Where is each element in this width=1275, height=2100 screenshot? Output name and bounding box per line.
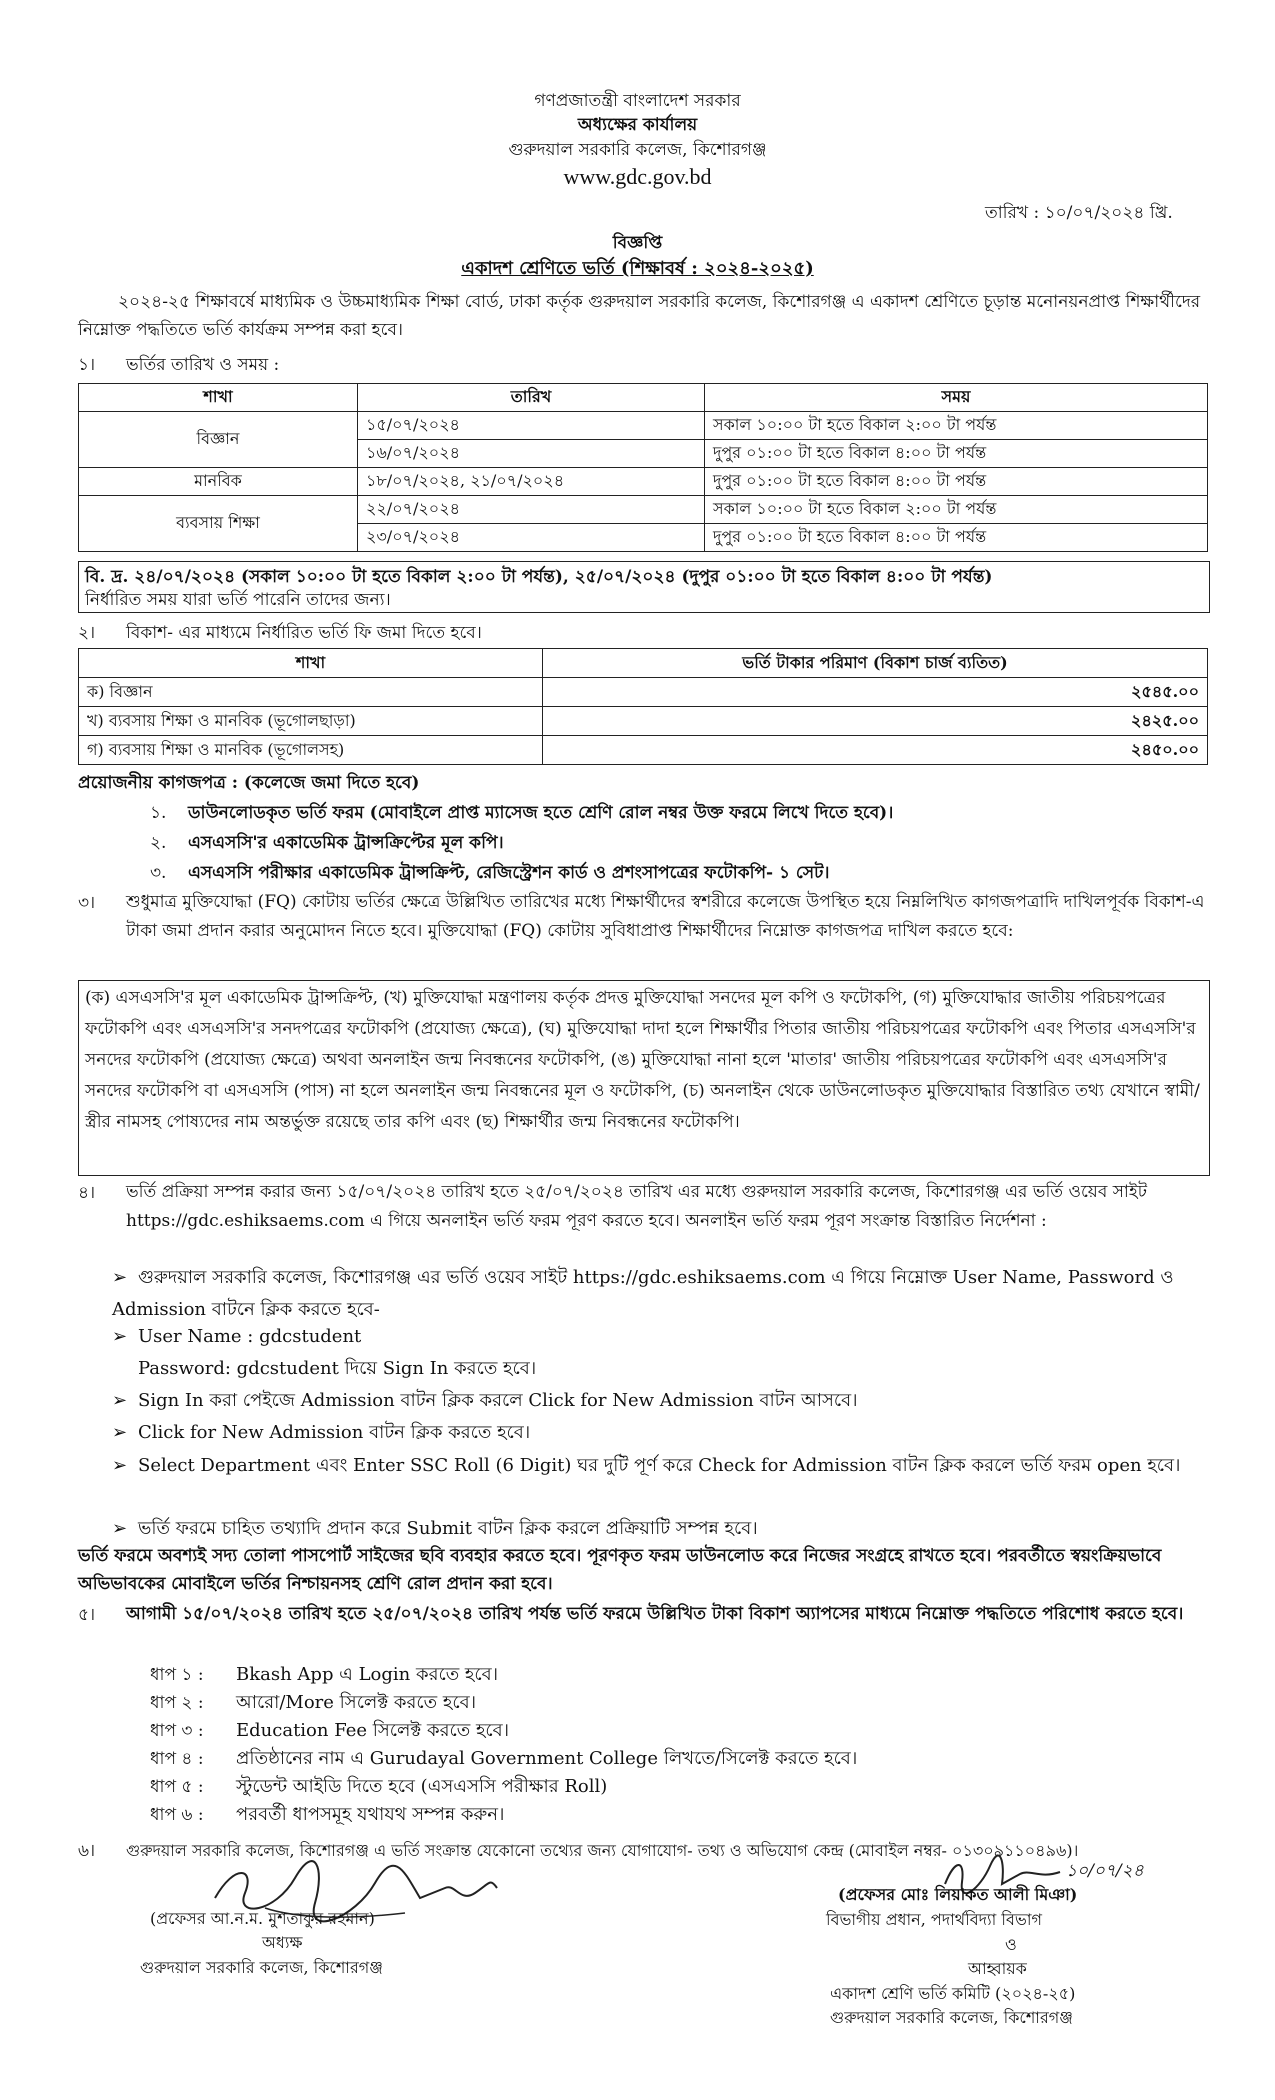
step-label: ধাপ ৩ : <box>150 1721 204 1741</box>
documents-heading: প্রয়োজনীয় কাগজপত্র : (কলেজে জমা দিতে হবে) <box>78 773 420 793</box>
date-cell: ২৩/০৭/২০২৪ <box>358 524 705 552</box>
handwritten-date: ১০/০৭/২৪ <box>1066 1861 1144 1881</box>
time-cell: দুপুর ০১:০০ টা হতে বিকাল ৪:০০ টা পর্যন্ত <box>705 524 1208 552</box>
photo-instruction-paragraph: ভর্তি ফরমে অবশ্যই সদ্য তোলা পাসপোর্ট সাইজের ছবি ব্যবহার করতে হবে। পূরণকৃত ফরম ডাউনলোড করে নিজের সংগ্রহে রাখতে হবে। পরবর্তীতে স্বয়ংক্রিয়ভাবে অভিভাবকের মোবাইলে ভর্তির নিশ্চায়নসহ শ্রেণি রোল প্রদান করা হবে। <box>78 1546 1162 1594</box>
website: www.gdc.gov.bd <box>563 164 712 189</box>
instruction-item: ➢ Select Department এবং Enter SSC Roll (6 Digit) ঘর দুটি পূর্ণ করে Check for Admission বাটন ক্লিক করলে ভর্তি ফরম open হবে। <box>112 1450 1208 1482</box>
column-header: শাখা <box>79 384 358 412</box>
branch-cell: মানবিক <box>79 468 358 496</box>
table-row <box>79 468 1208 496</box>
column-header: সময় <box>705 384 1208 412</box>
fq-documents-text: (ক) এসএসসি'র মূল একাডেমিক ট্রান্সক্রিপ্ট, (খ) মুক্তিযোদ্ধা মন্ত্রণালয় কর্তৃক প্রদত্ত মুক্তিযোদ্ধা সনদের মূল কপি ও ফটোকপি, (গ) মুক্তিযোদ্ধার জাতীয় পরিচয়পত্রের ফটোকপি এবং এসএসসি'র সনদপত্রের ফটোকপি (প্রযোজ্য ক্ষেত্রে), (ঘ) মুক্তিযোদ্ধা দাদা হলে শিক্ষার্থীর পিতার জাতীয় পরিচয়পত্রের ফটোকপি এবং পিতার এসএসসি'র সনদের ফটোকপি (প্রযোজ্য ক্ষেত্রে) অথবা অনলাইন জন্ম নিবন্ধনের ফটোকপি, (ঙ) মুক্তিযোদ্ধা নানা হলে 'মাতার' জাতীয় পরিচয়পত্রের ফটোকপি এবং এসএসসি'র সনদের ফটোকপি বা এসএসসি (পাস) না হলে অনলাইন জন্ম নিবন্ধনের মূল ও ফটোকপি, (চ) অনলাইন থেকে ডাউনলোডকৃত মুক্তিযোদ্ধার বিস্তারিত তথ্য যেখানে স্বামী/স্ত্রীর নামসহ পোষ্যদের নাম অন্তর্ভুক্ত রয়েছে তার কপি এবং (ছ) শিক্ষার্থীর জন্ম নিবন্ধনের ফটোকপি। <box>85 988 1200 1132</box>
arrow-bullet-icon: ➢ <box>112 1455 128 1476</box>
govt-line: গণপ্রজাতন্ত্রী বাংলাদেশ সরকার <box>534 91 741 111</box>
column-header: তারিখ <box>358 384 705 412</box>
amount-cell: ২৫৪৫.০০ <box>543 678 1208 707</box>
and-label: ও <box>1005 1935 1017 1954</box>
table-row <box>79 736 1208 765</box>
section-number: ৫। <box>78 1605 96 1625</box>
date-cell: ১৬/০৭/২০২৪ <box>358 440 705 468</box>
payment-paragraph: আগামী ১৫/০৭/২০২৪ তারিখ হতে ২৫/০৭/২০২৪ তারিখ পর্যন্ত ভর্তি ফরমে উল্লিখিত টাকা বিকাশ অ্যাপসের মাধ্যমে নিম্নোক্ত পদ্ধতিতে পরিশোধ করতে হবে। <box>126 1604 1184 1624</box>
arrow-bullet-icon: ➢ <box>112 1518 128 1539</box>
principal-name: (প্রফেসর আ.ন.ম. মুশতাকুর রহমান) <box>150 1909 375 1928</box>
schedule-note-line2: নির্ধারিত সময় যারা ভর্তি পারেনি তাদের জন্য। <box>85 590 391 610</box>
time-cell: দুপুর ০১:০০ টা হতে বিকাল ৪:০০ টা পর্যন্ত <box>705 440 1208 468</box>
schedule-note-line1: বি. দ্র. ২৪/০৭/২০২৪ (সকাল ১০:০০ টা হতে বিকাল ২:০০ টা পর্যন্ত), ২৫/০৭/২০২৪ (দুপুর ০১:০০ টা হতে বিকাল ৪:০০ টা পর্যন্ত) <box>85 567 993 587</box>
fq-documents-box <box>78 980 1210 1176</box>
document-item: ডাউনলোডকৃত ভর্তি ফরম (মোবাইলে প্রাপ্ত ম্যাসেজ হতে শ্রেণি রোল নম্বর উক্ত ফরমে লিখে দিতে হবে)। <box>188 803 894 823</box>
fq-quota-paragraph: শুধুমাত্র মুক্তিযোদ্ধা (FQ) কোটায় ভর্তির ক্ষেত্রে উল্লিখিত তারিখের মধ্যে শিক্ষার্থীদের স্বশরীরে কলেজে উপস্থিত হয়ে নিম্নলিখিত কাগজপত্রাদি দাখিলপূর্বক বিকাশ-এ টাকা জমা প্রদান করার অনুমোদন নিতে হবে। মুক্তিযোদ্ধা (FQ) কোটায় সুবিধাপ্রাপ্ত শিক্ষার্থীদের নিম্নোক্ত কাগজপত্র দাখিল করতে হবে: <box>126 892 1205 941</box>
section-number: ৬। <box>78 1841 96 1861</box>
section-heading: ভর্তির তারিখ ও সময় : <box>126 355 280 375</box>
principal-org: গুরুদয়াল সরকারি কলেজ, কিশোরগঞ্জ <box>140 1958 383 1977</box>
column-header: শাখা <box>79 649 543 678</box>
password-line: Password: gdcstudent দিয়ে Sign In করতে হবে। <box>138 1358 537 1379</box>
table-row <box>79 496 1208 524</box>
step-text: Bkash App এ Login করতে হবে। <box>236 1664 499 1685</box>
step-label: ধাপ ৫ : <box>150 1777 204 1797</box>
instruction-item: ➢ Sign In করা পেইজে Admission বাটন ক্লিক করলে Click for New Admission বাটন আসবে। <box>112 1390 858 1411</box>
section-number: ১। <box>78 355 96 375</box>
step-label: ধাপ ২ : <box>150 1693 204 1713</box>
table-row <box>79 707 1208 736</box>
convener-org: গুরুদয়াল সরকারি কলেজ, কিশোরগঞ্জ <box>830 2008 1073 2027</box>
document-number: ২. <box>150 833 167 853</box>
date-cell: ১৮/০৭/২০২৪, ২১/০৭/২০২৪ <box>358 468 705 496</box>
contact-line: গুরুদয়াল সরকারি কলেজ, কিশোরগঞ্জ এ ভর্তি সংক্রান্ত যেকোনো তথ্যের জন্য যোগাযোগ- তথ্য ও অভিযোগ কেন্দ্র (মোবাইল নম্বর- ০১৩০৯১১০৪৯৬)। <box>126 1841 1079 1860</box>
college-line: গুরুদয়াল সরকারি কলেজ, কিশোরগঞ্জ <box>508 140 767 160</box>
section-number: ২। <box>78 623 96 643</box>
date-cell: ১৫/০৭/২০২৪ <box>358 412 705 440</box>
step-text: প্রতিষ্ঠানের নাম এ Gurudayal Government College লিখতে/সিলেক্ট করতে হবে। <box>236 1748 858 1769</box>
instruction-item: ➢ গুরুদয়াল সরকারি কলেজ, কিশোরগঞ্জ এর ভর্তি ওয়েব সাইট https://gdc.eshiksaems.com এ গিয়ে নিম্নোক্ত User Name, Password ও Admission বাটনে ক্লিক করতে হবে- <box>112 1262 1208 1326</box>
notice-subtitle: একাদশ শ্রেণিতে ভর্তি (শিক্ষাবর্ষ : ২০২৪-২০২৫) <box>461 258 814 279</box>
branch-cell: বিজ্ঞান <box>79 412 358 468</box>
instruction-item: ➢ ভর্তি ফরমে চাহিত তথ্যাদি প্রদান করে Submit বাটন ক্লিক করলে প্রক্রিয়াটি সম্পন্ন হবে। <box>112 1518 758 1539</box>
time-cell: সকাল ১০:০০ টা হতে বিকাল ২:০০ টা পর্যন্ত <box>705 496 1208 524</box>
convener-title: বিভাগীয় প্রধান, পদার্থবিদ্যা বিভাগ <box>826 1910 1042 1929</box>
amount-cell: ২৪৫০.০০ <box>543 736 1208 765</box>
office-line: অধ্যক্ষের কার্যালয় <box>577 115 698 135</box>
branch-cell: ব্যবসায় শিক্ষা <box>79 496 358 552</box>
time-cell: দুপুর ০১:০০ টা হতে বিকাল ৪:০০ টা পর্যন্ত <box>705 468 1208 496</box>
section-number: ৪। <box>78 1183 96 1203</box>
convener-role: আহ্বায়ক <box>968 1959 1027 1978</box>
document-number: ৩. <box>150 863 167 883</box>
arrow-bullet-icon: ➢ <box>112 1267 128 1288</box>
branch-cell: গ) ব্যবসায় শিক্ষা ও মানবিক (ভূগোলসহ) <box>79 736 543 765</box>
intro-paragraph: ২০২৪-২৫ শিক্ষাবর্ষে মাধ্যমিক ও উচ্চমাধ্যমিক শিক্ষা বোর্ড, ঢাকা কর্তৃক গুরুদয়াল সরকারি কলেজ, কিশোরগঞ্জ এ একাদশ শ্রেণিতে চূড়ান্ত মনোনয়নপ্রাপ্ত শিক্ষার্থীদের নিম্নোক্ত পদ্ধতিতে ভর্তি কার্যক্রম সম্পন্ন করা হবে। <box>78 292 1201 340</box>
step-label: ধাপ ১ : <box>150 1665 204 1685</box>
step-text: স্টুডেন্ট আইডি দিতে হবে (এসএসসি পরীক্ষার Roll) <box>236 1776 608 1797</box>
branch-cell: ক) বিজ্ঞান <box>79 678 543 707</box>
step-text: পরবর্তী ধাপসমূহ যথাযথ সম্পন্ন করুন। <box>236 1804 505 1825</box>
schedule-note-box <box>78 561 1210 613</box>
instruction-item: ➢ Click for New Admission বাটন ক্লিক করতে হবে। <box>112 1422 531 1443</box>
branch-cell: খ) ব্যবসায় শিক্ষা ও মানবিক (ভূগোলছাড়া) <box>79 707 543 736</box>
notice-date: তারিখ : ১০/০৭/২০২৪ খ্রি. <box>985 203 1173 223</box>
date-cell: ২২/০৭/২০২৪ <box>358 496 705 524</box>
amount-cell: ২৪২৫.০০ <box>543 707 1208 736</box>
principal-title: অধ্যক্ষ <box>262 1933 303 1952</box>
admission-fee-table <box>78 648 1208 765</box>
arrow-bullet-icon: ➢ <box>112 1390 128 1411</box>
arrow-bullet-icon: ➢ <box>112 1422 128 1443</box>
online-form-paragraph: ভর্তি প্রক্রিয়া সম্পন্ন করার জন্য ১৫/০৭/২০২৪ তারিখ হতে ২৫/০৭/২০২৪ তারিখ এর মধ্যে গুরুদয়াল সরকারি কলেজ, কিশোরগঞ্জ এর ভর্তি ওয়েব সাইট https://gdc.eshiksaems.com এ গিয়ে অনলাইন ভর্তি ফরম পূরণ করতে হবে। অনলাইন ভর্তি ফরম পূরণ সংক্রান্ত বিস্তারিত নির্দেশনা : <box>126 1182 1147 1231</box>
table-row <box>79 412 1208 440</box>
step-label: ধাপ ৪ : <box>150 1749 204 1769</box>
committee-name: একাদশ শ্রেণি ভর্তি কমিটি (২০২৪-২৫) <box>830 1984 1076 2003</box>
notice-title: বিজ্ঞপ্তি <box>612 233 663 253</box>
arrow-bullet-icon: ➢ <box>112 1326 128 1347</box>
document-item: এসএসসি'র একাডেমিক ট্রান্সক্রিপ্টের মূল কপি। <box>188 833 504 853</box>
convener-name: (প্রফেসর মোঃ লিয়াকত আলী মিঞা) <box>838 1885 1078 1904</box>
admission-schedule-table <box>78 383 1208 552</box>
step-label: ধাপ ৬ : <box>150 1805 204 1825</box>
document-number: ১. <box>150 803 167 823</box>
step-text: Education Fee সিলেক্ট করতে হবে। <box>236 1720 510 1741</box>
step-text: আরো/More সিলেক্ট করতে হবে। <box>236 1692 477 1713</box>
section-number: ৩। <box>78 893 96 913</box>
section-heading: বিকাশ- এর মাধ্যমে নির্ধারিত ভর্তি ফি জমা দিতে হবে। <box>126 623 482 643</box>
table-header-row <box>79 384 1208 412</box>
table-row <box>79 678 1208 707</box>
time-cell: সকাল ১০:০০ টা হতে বিকাল ২:০০ টা পর্যন্ত <box>705 412 1208 440</box>
instruction-item: ➢ User Name : gdcstudent <box>112 1326 362 1347</box>
document-item: এসএসসি পরীক্ষার একাডেমিক ট্রান্সক্রিপ্ট, রেজিস্ট্রেশন কার্ড ও প্রশংসাপত্রের ফটোকপি- ১ সেট। <box>188 863 830 883</box>
table-header-row <box>79 649 1208 678</box>
column-header: ভর্তি টাকার পরিমাণ (বিকাশ চার্জ ব্যতিত) <box>543 649 1208 678</box>
